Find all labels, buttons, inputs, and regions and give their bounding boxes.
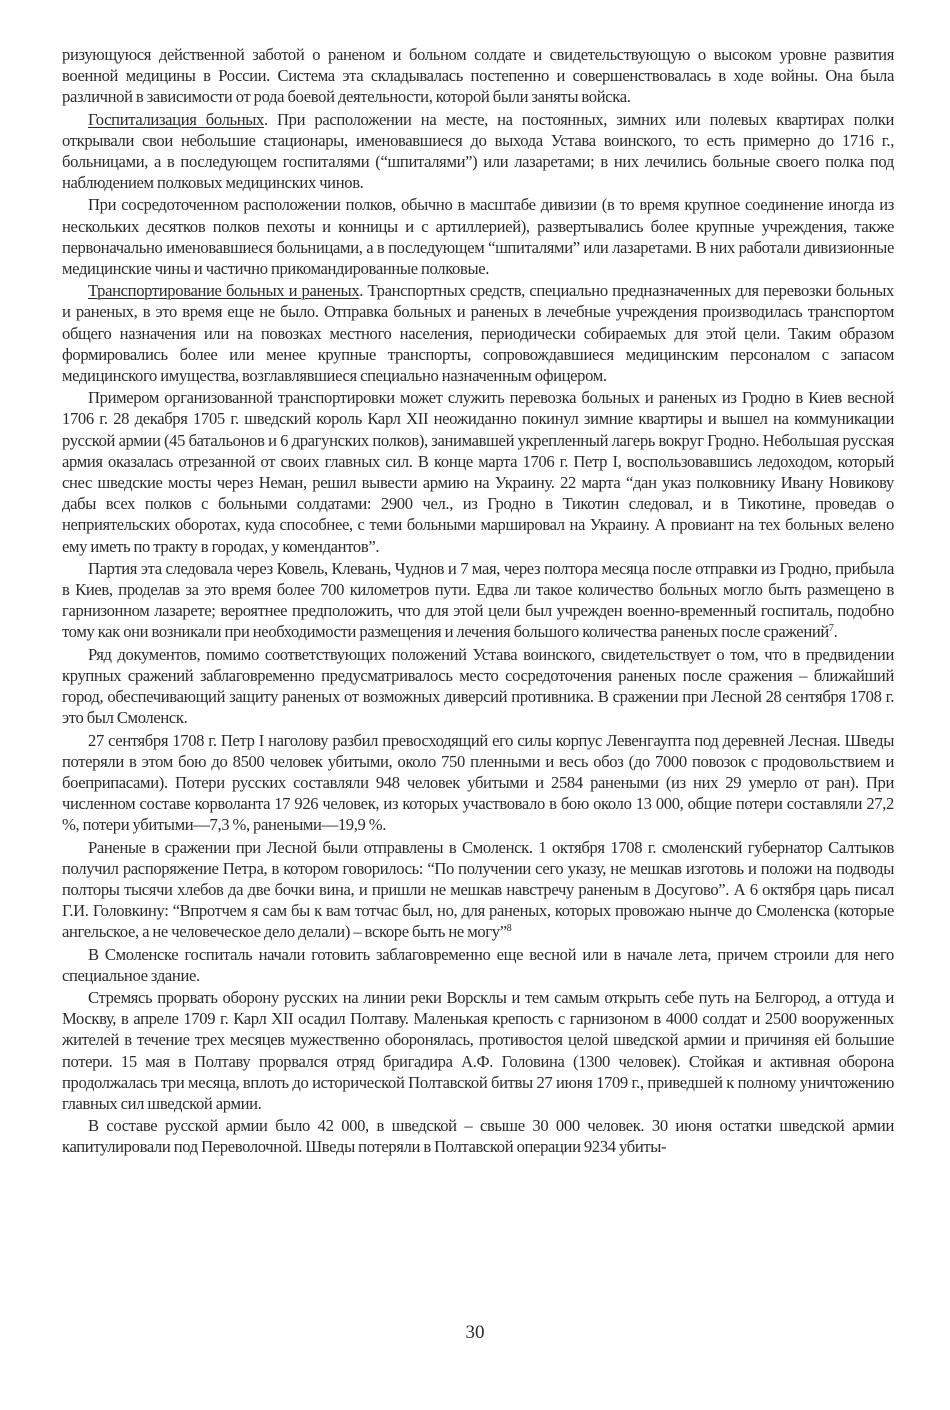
- paragraph-text: . При расположении на месте, на постоянных, зимних или полевых квартирах полки открывали свои небольшие стационары, именовавшиеся до выхода Устава воинского, то есть примерно до 1716 г., больницами, а в последующем госпиталями (“шпиталями”) или лазаретами; в них лечились больные своего полка под наблюдением полковых медицинских чинов.: [62, 109, 894, 193]
- paragraph-text: 27 сентября 1708 г. Петр I наголову разбил превосходящий его силы корпус Левенгаупта под деревней Лесная. Шведы потеряли в этом бою до 8500 человек убитыми, около 750 пленными и весь обоз (до 7000 повозок с продовольствием и боеприпасами). Потери русских составляли 948 человек убитыми и 2584 ранеными (из них 29 умерло от ран). При численном составе корволанта 17 926 человек, из которых участвовало в бою около 13 000, общие потери составляли 27,2 %, потери убитыми—7,3 %, ранеными—19,9 %.: [62, 730, 894, 835]
- paragraph-text: В составе русской армии было 42 000, в шведской – свыше 30 000 человек. 30 июня остатки шведской армии капитулировали под Переволочной. Шведы потеряли в Полтавской операции 9234 убиты-: [62, 1116, 894, 1157]
- paragraph-text: ризующуюся действенной заботой о раненом и больном солдате и свидетельствующую о высоком уровне развития военной медицины в России. Система эта складывалась постепенно и совершенствовалась в ходе войны. Она была различной в зависимости от рода боевой деятельности, которой были заняты войска.: [62, 45, 894, 107]
- paragraph-10: [62, 944, 894, 986]
- page-number: 30: [465, 1322, 485, 1343]
- paragraph-12: [62, 1115, 894, 1157]
- paragraph-5: [62, 387, 894, 557]
- paragraph-7: [62, 644, 894, 729]
- paragraph-9: [62, 837, 894, 943]
- paragraph-6: [62, 558, 894, 643]
- paragraph-1: [62, 44, 894, 108]
- section-heading-transportation: Транспортирование больных и раненых: [88, 281, 360, 301]
- paragraph-3: [62, 194, 894, 279]
- paragraph-text: . Транспортных средств, специально предназначенных для перевозки больных и раненых, в это время еще не было. Отправка больных и раненых в лечебные учреждения производилась транспортом общего назначения или на повозках местного населения, периодически собираемых для этой цели. Таким образом формировались более или менее крупные транспорты, сопровождавшиеся медицинским персоналом с запасом медицинского имущества, возглавлявшиеся специально назначенным офицером.: [62, 281, 894, 386]
- document-page: [62, 44, 894, 1158]
- footnote-ref-7[interactable]: 7: [828, 623, 834, 635]
- paragraph-text: При сосредоточенном расположении полков, обычно в масштабе дивизии (в то время крупное соединение иногда из нескольких десятков полков пехоты и конницы и с артиллерией), развертывались более крупные учреждения, также первоначально именовавшиеся больницами, а в последующем “шпиталями” или лазаретами. В них работали дивизионные медицинские чины и частично прикомандированные полковые.: [62, 195, 894, 279]
- paragraph-hospitalization: [62, 109, 894, 194]
- paragraph-text: Партия эта следовала через Ковель, Клевань, Чуднов и 7 мая, через полтора месяца после отправки из Гродно, прибыла в Киев, проделав за это время более 700 километров пути. Едва ли такое количество больных могло быть размещено в гарнизонном лазарете; вероятнее предположить, что для этой цели был учрежден военно-временный госпиталь, подобно тому как они возникали при необходимости размещения и лечения большого количества раненых после сражений: [62, 558, 894, 642]
- paragraph-text: Стремясь прорвать оборону русских на линии реки Ворсклы и тем самым открыть себе путь на Белгород, а оттуда и Москву, в апреле 1709 г. Карл XII осадил Полтаву. Маленькая крепость с гарнизоном в 4000 солдат и 2500 вооруженных жителей в течение трех месяцев мужественно оборонялась, противостоя целой шведской армии и причиняя ей большие потери. 15 мая в Полтаву прорвался отряд бригадира А.Ф. Головина (1300 человек). Стойкая и активная оборона продолжалась три месяца, вплоть до исторической Полтавской битвы 27 июня 1709 г., приведшей к полному уничтожению главных сил шведской армии.: [62, 987, 894, 1113]
- paragraph-transportation: [62, 280, 894, 386]
- section-heading-hospitalization: Госпитализация больных: [88, 109, 264, 129]
- paragraph-8: [62, 730, 894, 836]
- paragraph-text: Ряд документов, помимо соответствующих положений Устава воинского, свидетельствует о том, что в предвидении крупных сражений заблаговременно предусматривалось место сосредоточения раненых после сражения – ближайший город, обеспечивающий защиту раненых от возможных диверсий противника. В сражении при Лесной 28 сентября 1708 г. это был Смоленск.: [62, 644, 894, 728]
- paragraph-text: Примером организованной транспортировки может служить перевозка больных и раненых из Гродно в Киев весной 1706 г. 28 декабря 1705 г. шведский король Карл XII неожиданно покинул зимние квартиры и вышел на коммуникации русской армии (45 батальонов и 6 драгунских полков), занимавшей укрепленный лагерь вокруг Гродно. Небольшая русская армия оказалась отрезанной от своих главных сил. В конце марта 1706 г. Петр I, воспользовавшись ледоходом, который снес шведские мосты через Неман, решил вывести армию на Украину. 22 марта “дан указ полковнику Ивану Новикову дабы всех полков с больными солдатами: 2900 чел., из Гродно в Тикотин следовал, и в Тикотине, проведав о неприятельских оборотах, куда способнее, с теми больными маршировал на Украину. А провиант на тех больных велено ему иметь по тракту в городах, у комендантов”.: [62, 388, 894, 556]
- paragraph-tail: .: [833, 622, 838, 642]
- paragraph-11: [62, 987, 894, 1114]
- paragraph-text: В Смоленске госпиталь начали готовить заблаговременно еще весной или в начале лета, причем строили для него специальное здание.: [62, 944, 894, 985]
- footnote-ref-8[interactable]: 8: [506, 923, 512, 935]
- paragraph-text: Раненые в сражении при Лесной были отправлены в Смоленск. 1 октября 1708 г. смоленский губернатор Салтыков получил распоряжение Петра, в котором говорилось: “По получении сего указу, не мешкав изготовь и положи на подводы полторы тысячи хлебов да две бочки вина, и пришли не мешкав навстречу раненым в Досугово”. А 6 октября царь писал Г.И. Головкину: “Впротчем я сам бы к вам тотчас был, но, для раненых, которых провожаю нынче до Смоленска (которые ангельское, а не человеческое дело делали) – вскоре быть не могу”: [62, 837, 894, 942]
